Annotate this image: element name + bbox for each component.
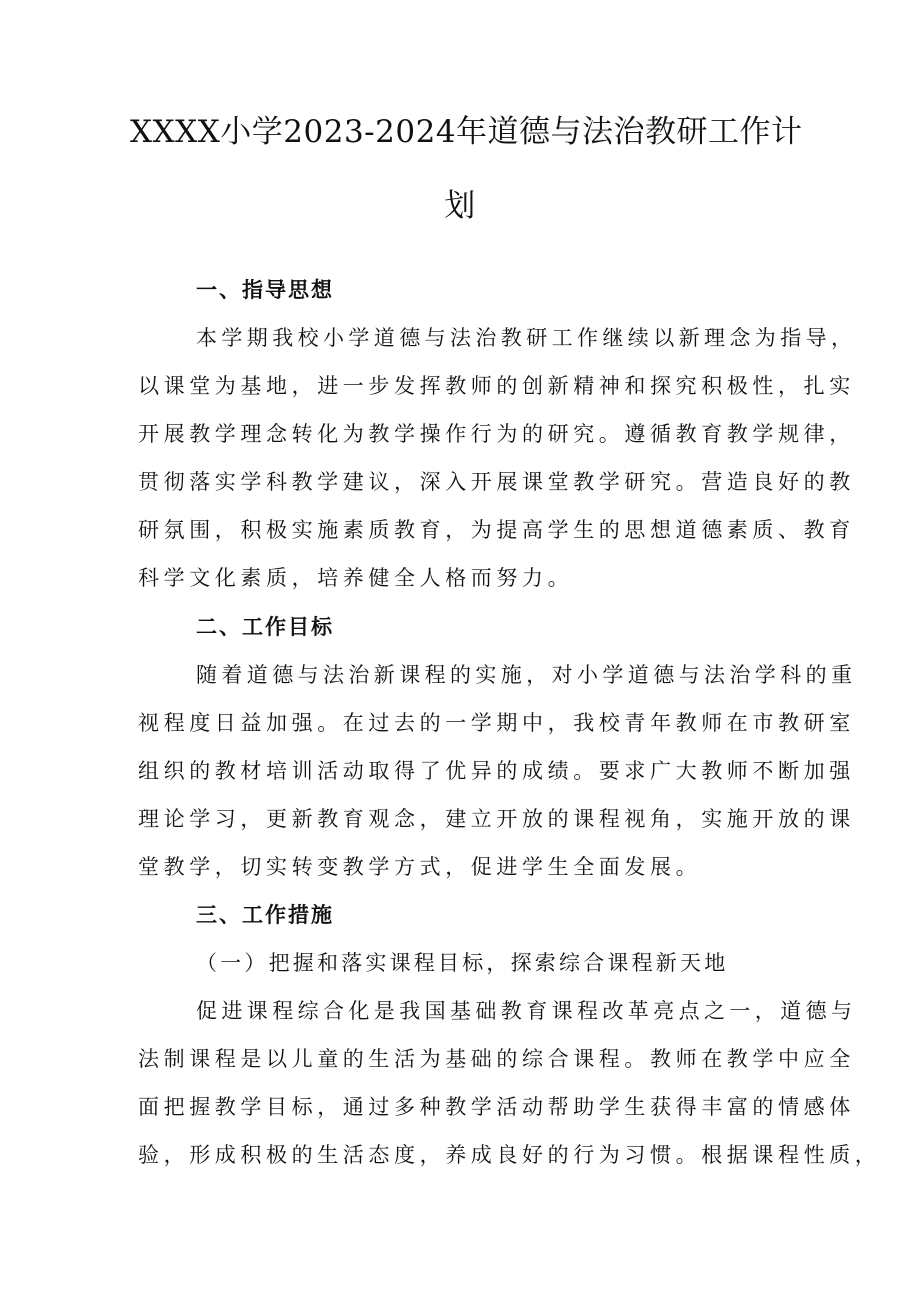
section-heading-guiding-ideology: 一、指导思想	[196, 278, 334, 302]
paragraph-line: 科学文化素质，培养健全人格而努力。	[138, 566, 574, 590]
paragraph-line: 理论学习，更新教育观念，建立开放的课程视角，实施开放的课	[138, 807, 855, 831]
paragraph-line: 组织的教材培训活动取得了优异的成绩。要求广大教师不断加强	[138, 759, 855, 783]
paragraph-line: 研氛围，积极实施素质教育，为提高学生的思想道德素质、教育	[138, 518, 855, 542]
paragraph-line: 验，形成积极的生活态度，养成良好的行为习惯。根据课程性质，	[138, 1143, 881, 1167]
paragraph-line: 以课堂为基地，进一步发挥教师的创新精神和探究积极性，扎实	[138, 374, 855, 398]
paragraph-line: 本学期我校小学道德与法治教研工作继续以新理念为指导，	[196, 326, 857, 350]
paragraph-line: 法制课程是以儿童的生活为基础的综合课程。教师在教学中应全	[138, 1047, 855, 1071]
paragraph-line: 随着道德与法治新课程的实施，对小学道德与法治学科的重	[196, 663, 857, 687]
paragraph-line: 贯彻落实学科教学建议，深入开展课堂教学研究。营造良好的教	[138, 470, 855, 494]
document-title-line-1: XXXX小学2023-2024年道德与法治教研工作计	[130, 114, 803, 150]
section-heading-work-goals: 二、工作目标	[196, 615, 334, 639]
section-heading-work-measures: 三、工作措施	[196, 903, 334, 927]
subsection-heading: （一）把握和落实课程目标，探索综合课程新天地	[196, 951, 729, 975]
document-title-line-2: 划	[444, 188, 476, 224]
paragraph-line: 视程度日益加强。在过去的一学期中，我校青年教师在市教研室	[138, 711, 855, 735]
paragraph-line: 面把握教学目标，通过多种教学活动帮助学生获得丰富的情感体	[138, 1095, 855, 1119]
paragraph-line: 促进课程综合化是我国基础教育课程改革亮点之一，道德与	[196, 999, 857, 1023]
paragraph-line: 开展教学理念转化为教学操作行为的研究。遵循教育教学规律，	[138, 422, 855, 446]
paragraph-line: 堂教学，切实转变教学方式，促进学生全面发展。	[138, 855, 702, 879]
